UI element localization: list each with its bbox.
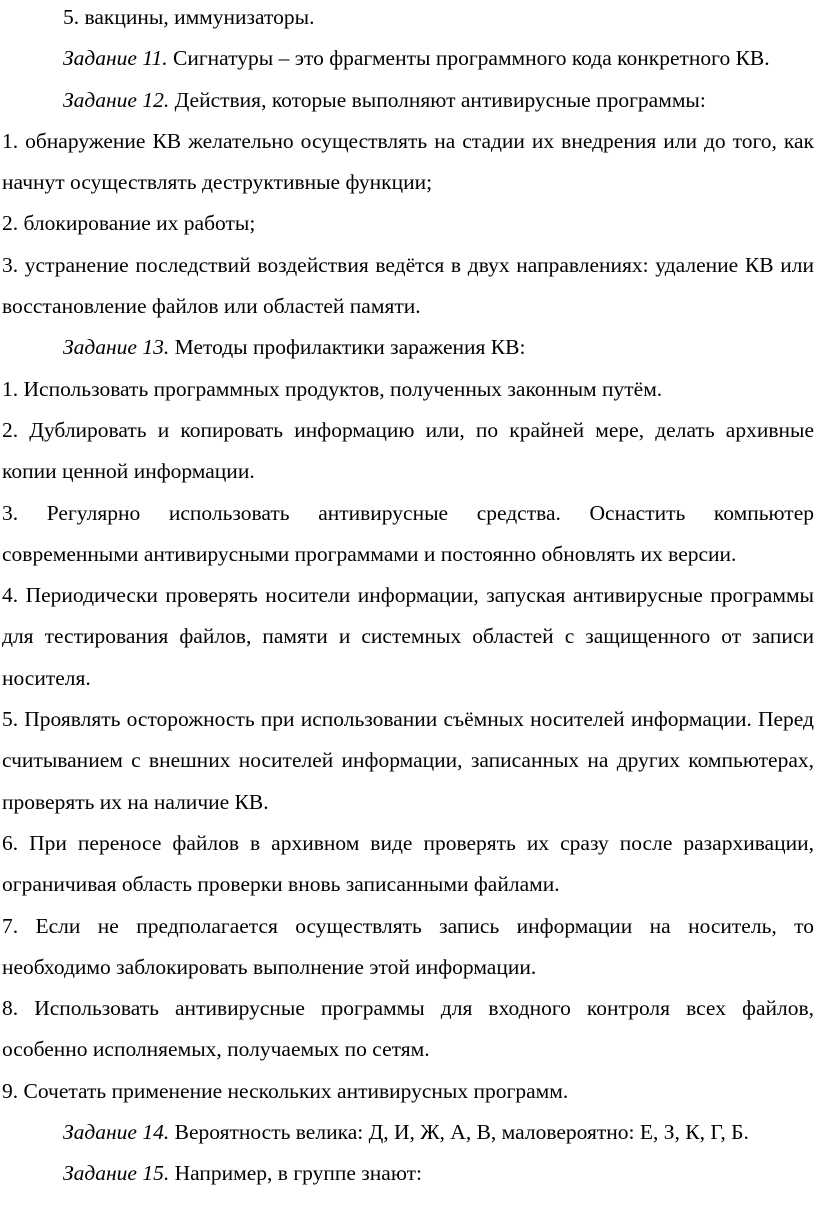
task-15-text: Например, в группе знают: — [169, 1161, 422, 1186]
task-13-item: 9. Сочетать применение нескольких антивирусных программ. — [2, 1078, 569, 1103]
task-13-item: 2. Дублировать и копировать информацию или, по крайней мере, делать архивные копии ценной информации. — [2, 417, 814, 484]
task-12-item: 3. устранение последствий воздействия ведётся в двух направлениях: удаление КВ или восстановление файлов или областей памяти. — [2, 252, 814, 319]
vaccines-line: 5. вакцины, иммунизаторы. — [63, 5, 315, 29]
task-12-label: Задание 12. — [63, 87, 170, 112]
task-13-heading — [2, 327, 814, 368]
task-13-item: 1. Использовать программных продуктов, полученных законным путём. — [2, 376, 663, 401]
task-11-label: Задание 11. — [63, 46, 168, 71]
task-14-label: Задание 14. — [63, 1120, 170, 1145]
task-13-item: 6. При переносе файлов в архивном виде проверять их сразу после разархивации, ограничивая область проверки вновь записанными файлами. — [2, 830, 814, 897]
task-13-label: Задание 13. — [63, 335, 170, 360]
task-12-item: 2. блокирование их работы; — [2, 211, 256, 236]
task-15-paragraph — [2, 1153, 814, 1194]
task-13-item: 5. Проявлять осторожность при использовании съёмных носителей информации. Перед считыванием с внешних носителей информации, записанных на других компьютерах, проверять их на наличие КВ. — [2, 707, 814, 814]
task-14-text: Вероятность велика: Д, И, Ж, А, В, маловероятно: Е, З, К, Г, Б. — [169, 1120, 749, 1145]
task-13-item: 8. Использовать антивирусные программы для входного контроля всех файлов, особенно исполняемых, получаемых по сетям. — [2, 996, 814, 1062]
task-11-text: Сигнатуры – это фрагменты программного кода конкретного КВ. — [167, 46, 770, 71]
task-13-item: 4. Периодически проверять носители информации, запуская антивирусные программы для тестирования файлов, памяти и системных областей с защищенного от записи носителя. — [2, 583, 814, 690]
task-13-text: Методы профилактики заражения КВ: — [169, 335, 526, 360]
task-12-heading — [2, 80, 814, 121]
task-13-item: 7. Если не предполагается осуществлять запись информации на носитель, то необходимо заблокировать выполнение этой информации. — [2, 913, 814, 979]
task-15-label: Задание 15. — [63, 1161, 170, 1186]
task-11-paragraph — [2, 38, 814, 79]
task-12-text: Действия, которые выполняют антивирусные программы: — [169, 87, 706, 112]
task-12-item: 1. обнаружение КВ желательно осуществлять на стадии их внедрения или до того, как начнут осуществлять деструктивные функции; — [2, 128, 814, 195]
task-14-paragraph — [2, 1112, 814, 1153]
task-13-item: 3. Регулярно использовать антивирусные средства. Оснастить компьютер современными антивирусными программами и постоянно обновлять их версии. — [2, 500, 814, 566]
